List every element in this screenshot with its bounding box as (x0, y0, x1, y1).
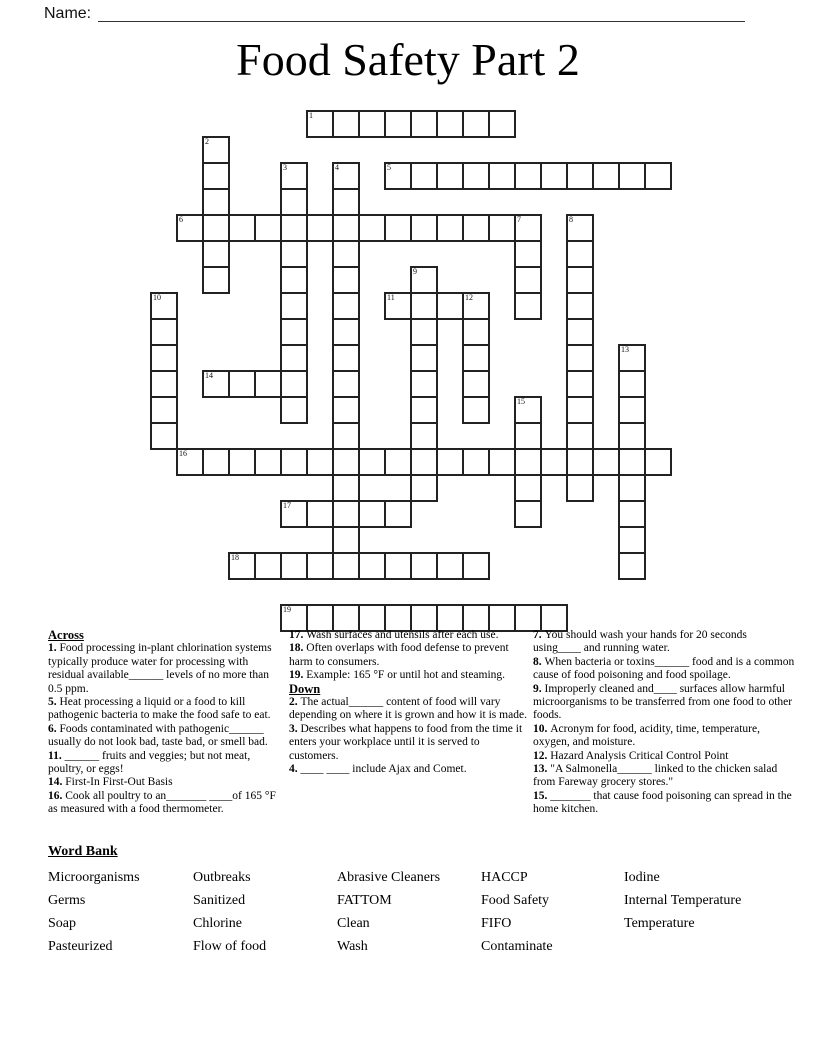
grid-cell[interactable] (566, 266, 594, 294)
page-title: Food Safety Part 2 (236, 34, 580, 85)
word-bank-item: Iodine (624, 870, 660, 885)
grid-cell[interactable] (150, 422, 178, 450)
grid-cell[interactable] (202, 370, 230, 398)
grid-cell[interactable] (358, 604, 386, 632)
cell-number: 4 (335, 163, 339, 172)
grid-cell[interactable] (358, 214, 386, 242)
grid-cell[interactable] (254, 448, 282, 476)
grid-cell[interactable] (410, 448, 438, 476)
grid-cell[interactable] (410, 266, 438, 294)
grid-cell[interactable] (384, 214, 412, 242)
cell-number: 12 (465, 293, 473, 302)
grid-cell[interactable] (566, 292, 594, 320)
grid-cell[interactable] (462, 214, 490, 242)
grid-cell[interactable] (410, 110, 438, 138)
grid-cell[interactable] (410, 474, 438, 502)
grid-cell[interactable] (514, 162, 542, 190)
clue: 10. Acronym for food, acidity, time, temperature, oxygen, and moisture. (533, 722, 760, 749)
grid-cell[interactable] (488, 162, 516, 190)
grid-cell[interactable] (462, 604, 490, 632)
clue-number: 7. (533, 629, 545, 641)
grid-cell[interactable] (176, 448, 204, 476)
grid-cell[interactable] (462, 552, 490, 580)
grid-cell[interactable] (410, 214, 438, 242)
grid-cell[interactable] (332, 526, 360, 554)
cell-number: 17 (283, 501, 291, 510)
grid-cell[interactable] (410, 552, 438, 580)
grid-cell[interactable] (384, 604, 412, 632)
word-bank-item: Soap (48, 916, 76, 931)
grid-cell[interactable] (280, 370, 308, 398)
grid-cell[interactable] (566, 344, 594, 372)
grid-cell[interactable] (540, 604, 568, 632)
grid-cell[interactable] (228, 552, 256, 580)
grid-cell[interactable] (566, 396, 594, 424)
grid-cell[interactable] (488, 214, 516, 242)
grid-cell[interactable] (332, 110, 360, 138)
cell-number: 18 (231, 553, 239, 562)
grid-cell[interactable] (618, 526, 646, 554)
word-bank-item: Food Safety (481, 893, 550, 908)
grid-cell[interactable] (436, 552, 464, 580)
grid-cell[interactable] (436, 162, 464, 190)
grid-cell[interactable] (280, 318, 308, 346)
grid-cell[interactable] (332, 422, 360, 450)
grid-cell[interactable] (566, 214, 594, 242)
clue-number: 6. (48, 722, 60, 735)
grid-cell[interactable] (306, 214, 334, 242)
grid-cell[interactable] (410, 344, 438, 372)
grid-cell[interactable] (306, 604, 334, 632)
grid-cell[interactable] (332, 474, 360, 502)
grid-cell[interactable] (202, 188, 230, 216)
word-bank-item: Abrasive Cleaners (337, 870, 441, 885)
clue: 13. "A Salmonella______ linked to the chicken salad from Fareway grocery stores." (533, 763, 778, 789)
clue-number: 12. (533, 749, 551, 762)
grid-cell[interactable] (306, 552, 334, 580)
word-bank-item: HACCP (481, 870, 528, 885)
grid-cell[interactable] (202, 448, 230, 476)
grid-cell[interactable] (384, 448, 412, 476)
grid-cell[interactable] (618, 370, 646, 398)
grid-cell[interactable] (462, 370, 490, 398)
grid-cell[interactable] (332, 448, 360, 476)
name-row (44, 4, 745, 24)
word-bank-item: Flow of food (193, 939, 267, 954)
grid-cell[interactable] (280, 344, 308, 372)
grid-cell[interactable] (150, 344, 178, 372)
grid-cell[interactable] (280, 448, 308, 476)
grid-cell[interactable] (332, 214, 360, 242)
grid-cell[interactable] (436, 110, 464, 138)
clue: 3. Describes what happens to food from the time it enters your workplace until it is served to customers. (289, 722, 523, 762)
grid-cell[interactable] (384, 162, 412, 190)
clue: 9. Improperly cleaned and____ surfaces allow harmful microorganisms to be transferred from one food to other foods. (533, 682, 793, 722)
grid-cell[interactable] (358, 552, 386, 580)
cell-number: 6 (179, 215, 183, 224)
grid-cell[interactable] (332, 370, 360, 398)
clue-number: 18. (289, 642, 307, 655)
grid-cell[interactable] (332, 604, 360, 632)
grid-cell[interactable] (254, 552, 282, 580)
grid-cell[interactable] (618, 344, 646, 372)
grid-cell[interactable] (306, 110, 334, 138)
grid-cell[interactable] (280, 240, 308, 268)
grid-cell[interactable] (280, 188, 308, 216)
grid-cell[interactable] (644, 162, 672, 190)
grid-cell[interactable] (150, 370, 178, 398)
clue-number: 19. (289, 669, 307, 682)
grid-cell[interactable] (618, 552, 646, 580)
grid-cell[interactable] (618, 500, 646, 528)
clue-number: 1. (48, 642, 60, 655)
grid-cell[interactable] (514, 240, 542, 268)
clue: 16. Cook all poultry to an_______ ____of 165 °F as measured with a food thermometer. (48, 789, 276, 816)
grid-cell[interactable] (150, 396, 178, 424)
clue-number: 9. (533, 682, 545, 695)
cell-number: 7 (517, 215, 521, 224)
cell-number: 9 (413, 267, 417, 276)
clue-number: 13. (533, 763, 551, 776)
word-bank-item: Microorganisms (48, 870, 140, 885)
across-heading: Across (48, 628, 84, 642)
clue-number: 15. (533, 789, 551, 802)
grid-cell[interactable] (618, 474, 646, 502)
grid-cell[interactable] (514, 422, 542, 450)
name-blank-line (98, 4, 745, 22)
grid-cell[interactable] (202, 136, 230, 164)
crossword-grid (150, 110, 710, 650)
grid-cell[interactable] (384, 292, 412, 320)
grid-cell[interactable] (332, 162, 360, 190)
grid-cell[interactable] (202, 266, 230, 294)
clue-number: 8. (533, 655, 545, 668)
grid-cell[interactable] (332, 188, 360, 216)
grid-cell[interactable] (150, 292, 178, 320)
grid-cell[interactable] (488, 448, 516, 476)
grid-cell[interactable] (150, 318, 178, 346)
grid-cell[interactable] (332, 292, 360, 320)
clue: 18. Often overlaps with food defense to prevent harm to consumers. (289, 642, 509, 668)
grid-cell[interactable] (514, 604, 542, 632)
clue-number: 3. (289, 722, 301, 735)
word-bank-item: Germs (48, 893, 86, 908)
grid-cell[interactable] (566, 448, 594, 476)
grid-cell[interactable] (306, 448, 334, 476)
grid-cell[interactable] (644, 448, 672, 476)
grid-cell[interactable] (618, 448, 646, 476)
grid-cell[interactable] (410, 604, 438, 632)
clue: 15. _______ that cause food poisoning can spread in the home kitchen. (533, 789, 792, 816)
word-bank-item: FATTOM (337, 893, 392, 908)
grid-cell[interactable] (280, 214, 308, 242)
grid-cell[interactable] (280, 292, 308, 320)
grid-cell[interactable] (462, 162, 490, 190)
grid-cell[interactable] (358, 110, 386, 138)
grid-cell[interactable] (488, 110, 516, 138)
grid-cell[interactable] (462, 110, 490, 138)
clue: 19. Example: 165 °F or until hot and steaming. (289, 669, 506, 682)
grid-cell[interactable] (514, 214, 542, 242)
grid-cell[interactable] (410, 162, 438, 190)
grid-cell[interactable] (410, 370, 438, 398)
cell-number: 1 (309, 111, 313, 120)
grid-cell[interactable] (280, 500, 308, 528)
clue: 1. Food processing in-plant chlorination systems typically produce water for processing with residual available______ levels of no more than 0.5 ppm. (48, 642, 272, 695)
clue-number: 14. (48, 776, 66, 789)
cell-number: 5 (387, 163, 391, 172)
word-bank-column (193, 866, 266, 958)
clue-number: 11. (48, 749, 65, 762)
grid-cell[interactable] (566, 474, 594, 502)
cell-number: 11 (387, 293, 395, 302)
grid-cell[interactable] (280, 604, 308, 632)
word-bank-item: Wash (337, 939, 368, 954)
cell-number: 14 (205, 371, 213, 380)
grid-cell[interactable] (592, 448, 620, 476)
clue: 4. ____ ____ include Ajax and Comet. (289, 763, 467, 776)
grid-cell[interactable] (514, 500, 542, 528)
grid-cell[interactable] (410, 292, 438, 320)
grid-cell[interactable] (566, 240, 594, 268)
clue-number: 16. (48, 789, 66, 802)
name-label: Name: (44, 5, 92, 22)
grid-cell[interactable] (410, 318, 438, 346)
grid-cell[interactable] (254, 214, 282, 242)
cell-number: 16 (179, 449, 187, 458)
grid-cell[interactable] (358, 448, 386, 476)
grid-cell[interactable] (306, 500, 334, 528)
word-bank-title: Word Bank (48, 844, 118, 859)
grid-cell[interactable] (436, 214, 464, 242)
grid-cell[interactable] (514, 474, 542, 502)
clue: 5. Heat processing a liquid or a food to kill pathogenic bacteria to make the food safe to eat. (48, 696, 271, 722)
down-heading: Down (289, 681, 321, 696)
clue: 14. First-In First-Out Basis (48, 776, 173, 789)
grid-cell[interactable] (202, 214, 230, 242)
grid-cell[interactable] (566, 422, 594, 450)
grid-cell[interactable] (358, 500, 386, 528)
grid-cell[interactable] (566, 162, 594, 190)
cell-number: 3 (283, 163, 287, 172)
grid-cell[interactable] (228, 448, 256, 476)
clue-column (533, 629, 795, 817)
clue-number: 17. (289, 629, 307, 641)
grid-cell[interactable] (462, 344, 490, 372)
grid-cell[interactable] (514, 292, 542, 320)
grid-cell[interactable] (254, 370, 282, 398)
clue-number: 10. (533, 722, 551, 735)
cell-number: 10 (153, 293, 161, 302)
grid-cell[interactable] (280, 266, 308, 294)
clue-number: 4. (289, 763, 301, 776)
grid-cell[interactable] (332, 500, 360, 528)
word-bank-item: Temperature (624, 916, 695, 931)
grid-cell[interactable] (228, 370, 256, 398)
grid-cell[interactable] (540, 162, 568, 190)
clue: 6. Foods contaminated with pathogenic______ usually do not look bad, taste bad, or smell bad. (48, 722, 268, 749)
grid-cell[interactable] (332, 552, 360, 580)
clue: 2. The actual______ content of food will vary depending on where it is grown and how it is made. (289, 696, 527, 722)
clue: 8. When bacteria or toxins______ food and is a common cause of food poisoning and food spoilage. (533, 655, 795, 682)
grid-cell[interactable] (202, 240, 230, 268)
grid-cell[interactable] (384, 552, 412, 580)
grid-cell[interactable] (280, 396, 308, 424)
word-bank-item: Chlorine (193, 916, 242, 931)
cell-number: 15 (517, 397, 525, 406)
grid-cell[interactable] (410, 422, 438, 450)
word-bank-column (48, 866, 140, 958)
grid-cell[interactable] (410, 396, 438, 424)
clue-column (289, 629, 532, 776)
word-bank-item: Contaminate (481, 939, 553, 954)
grid-cell[interactable] (462, 318, 490, 346)
word-bank-item: Clean (337, 916, 370, 931)
grid-cell[interactable] (540, 448, 568, 476)
grid-cell[interactable] (436, 448, 464, 476)
grid-cell[interactable] (488, 604, 516, 632)
grid-cell[interactable] (228, 214, 256, 242)
grid-cell[interactable] (514, 266, 542, 294)
clue: 17. Wash surfaces and utensils after each use. (289, 629, 499, 641)
grid-cell[interactable] (280, 162, 308, 190)
grid-cell[interactable] (462, 396, 490, 424)
grid-cell[interactable] (592, 162, 620, 190)
grid-cell[interactable] (384, 110, 412, 138)
grid-cell[interactable] (514, 448, 542, 476)
word-bank-item: Pasteurized (48, 939, 113, 954)
grid-cell[interactable] (618, 162, 646, 190)
word-bank-column (481, 866, 553, 958)
grid-cell[interactable] (566, 370, 594, 398)
grid-cell[interactable] (332, 318, 360, 346)
word-bank-item: Outbreaks (193, 870, 251, 885)
clue: 7. You should wash your hands for 20 seconds using____ and running water. (533, 629, 747, 655)
cell-number: 19 (283, 605, 291, 614)
grid-cell[interactable] (332, 266, 360, 294)
grid-cell[interactable] (332, 240, 360, 268)
clue: 12. Hazard Analysis Critical Control Point (533, 749, 729, 762)
word-bank-column (624, 866, 741, 935)
grid-cell[interactable] (280, 552, 308, 580)
clue-number: 5. (48, 696, 60, 709)
grid-cell[interactable] (618, 422, 646, 450)
grid-cell[interactable] (436, 604, 464, 632)
word-bank-column (337, 866, 440, 958)
clue-number: 2. (289, 696, 301, 709)
grid-cell[interactable] (332, 396, 360, 424)
grid-cell[interactable] (618, 396, 646, 424)
grid-cell[interactable] (384, 500, 412, 528)
clue-column (48, 629, 285, 817)
word-bank-item: FIFO (481, 916, 512, 931)
grid-cell[interactable] (332, 344, 360, 372)
grid-cell[interactable] (566, 318, 594, 346)
cell-number: 8 (569, 215, 573, 224)
cell-number: 2 (205, 137, 209, 146)
cell-number: 13 (621, 345, 629, 354)
grid-cell[interactable] (436, 292, 464, 320)
word-bank-item: Internal Temperature (624, 893, 742, 908)
grid-cell[interactable] (202, 162, 230, 190)
grid-cell[interactable] (176, 214, 204, 242)
grid-cell[interactable] (462, 292, 490, 320)
grid-cell[interactable] (462, 448, 490, 476)
clue: 11. ______ fruits and veggies; but not meat, poultry, or eggs! (48, 749, 251, 776)
word-bank-item: Sanitized (193, 893, 246, 908)
grid-cell[interactable] (514, 396, 542, 424)
